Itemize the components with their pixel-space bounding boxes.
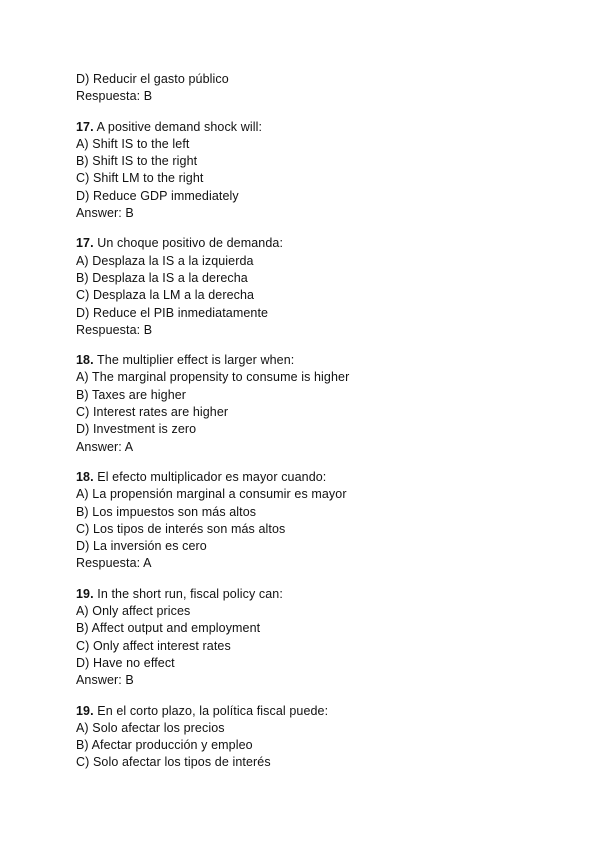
document-page — [76, 71, 576, 785]
question-number: 17. — [76, 119, 94, 134]
option-b: B) Taxes are higher — [76, 387, 187, 402]
question-stem — [76, 235, 576, 252]
option-d: D) Reduce GDP immediately — [76, 188, 239, 203]
option-d: D) Investment is zero — [76, 422, 197, 437]
option-c: C) Shift LM to the right — [76, 171, 204, 186]
question-19-en — [76, 586, 576, 690]
answer-line: Answer: B — [76, 673, 134, 688]
option-a: A) La propensión marginal a consumir es mayor — [76, 487, 347, 502]
option-b: B) Afectar producción y empleo — [76, 738, 253, 753]
question-text: A positive demand shock will: — [96, 119, 263, 134]
question-text: El efecto multiplicador es mayor cuando: — [97, 469, 327, 484]
question-number: 17. — [76, 236, 94, 251]
question-stem — [76, 352, 576, 369]
question-stem — [76, 119, 576, 136]
question-fragment — [76, 71, 576, 106]
question-text: In the short run, fiscal policy can: — [97, 586, 283, 601]
answer-line: Respuesta: B — [76, 322, 153, 337]
option-d: D) Have no effect — [76, 655, 175, 670]
option-a: A) Solo afectar los precios — [76, 720, 225, 735]
option-b: B) Los impuestos son más altos — [76, 504, 257, 519]
question-19-es — [76, 703, 576, 772]
option-c: C) Only affect interest rates — [76, 638, 231, 653]
option-c: C) Desplaza la LM a la derecha — [76, 288, 255, 303]
question-stem — [76, 586, 576, 603]
question-text: The multiplier effect is larger when: — [97, 353, 295, 368]
option-c: C) Solo afectar los tipos de interés — [76, 755, 271, 770]
option-c: C) Los tipos de interés son más altos — [76, 521, 286, 536]
option-a: A) Shift IS to the left — [76, 136, 190, 151]
question-number: 18. — [76, 353, 94, 368]
option-a: A) The marginal propensity to consume is higher — [76, 370, 350, 385]
option-b: B) Affect output and employment — [76, 621, 261, 636]
question-17-es — [76, 235, 576, 339]
question-text: Un choque positivo de demanda: — [97, 236, 284, 251]
question-number: 19. — [76, 703, 94, 718]
option: D) Reducir el gasto público — [76, 72, 229, 86]
question-17-en — [76, 119, 576, 223]
answer-line: Respuesta: A — [76, 556, 152, 571]
option-a: A) Desplaza la IS a la izquierda — [76, 253, 254, 268]
question-18-en — [76, 352, 576, 456]
answer-line: Answer: A — [76, 439, 134, 454]
option-c: C) Interest rates are higher — [76, 405, 229, 420]
answer-line: Answer: B — [76, 206, 134, 221]
option-d: D) Reduce el PIB inmediatamente — [76, 305, 269, 320]
question-stem — [76, 703, 576, 720]
question-18-es — [76, 469, 576, 573]
question-number: 19. — [76, 586, 94, 601]
question-text: En el corto plazo, la política fiscal puede: — [97, 703, 329, 718]
answer-line: Respuesta: B — [76, 89, 153, 104]
question-number: 18. — [76, 469, 94, 484]
option-d: D) La inversión es cero — [76, 539, 207, 554]
option-b: B) Shift IS to the right — [76, 154, 198, 169]
question-stem — [76, 469, 576, 486]
option-a: A) Only affect prices — [76, 604, 191, 619]
option-b: B) Desplaza la IS a la derecha — [76, 270, 248, 285]
